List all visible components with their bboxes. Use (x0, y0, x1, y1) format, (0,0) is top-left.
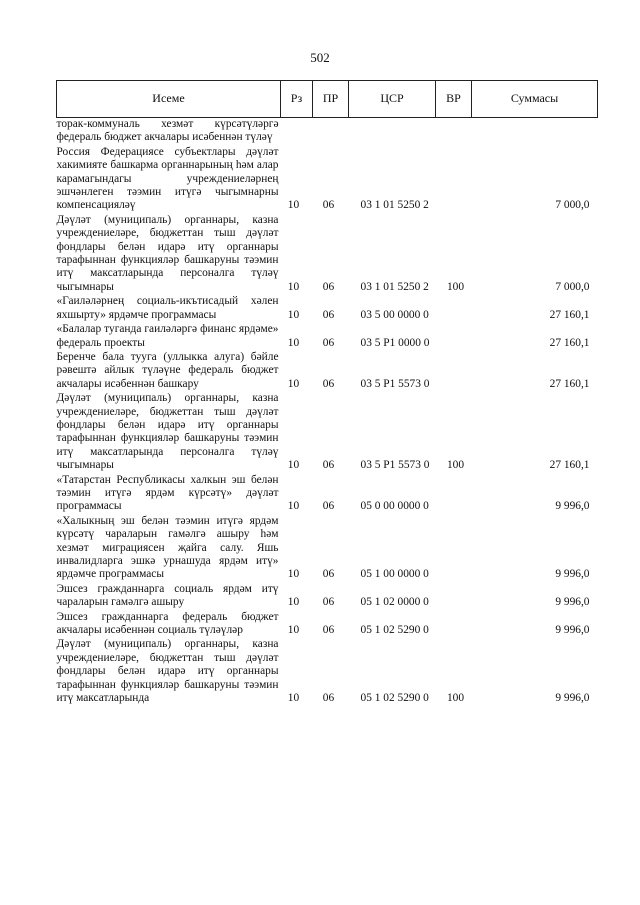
cell-sum: 7 000,0 (555, 199, 590, 212)
cell-csr: 03 5 P1 5573 0 (360, 377, 430, 390)
header-csr: ЦСР (349, 81, 436, 118)
cell-vr: 100 (446, 459, 465, 472)
cell-sum: 9 996,0 (555, 692, 590, 705)
cell-pr: 06 (322, 459, 335, 472)
cell-name: Эшсез гражданнарга федераль бюджет акчалары исәбеннән социаль түләүләр (56, 610, 279, 637)
cell-sum: 9 996,0 (555, 624, 590, 637)
cell-pr: 06 (322, 336, 335, 349)
cell-pr: 06 (322, 500, 335, 513)
table-row (57, 515, 598, 583)
cell-pr: 06 (322, 624, 335, 637)
cell-sum: 27 160,1 (549, 336, 590, 349)
cell-pr: 06 (322, 377, 335, 390)
cell-sum (472, 118, 598, 146)
cell-vr (436, 323, 472, 351)
table-header (57, 81, 598, 118)
cell-csr: 05 1 02 0000 0 (360, 596, 429, 609)
cell-name: «Балалар туганда гаиләләргә финанс ярдәме» федераль проекты (56, 323, 279, 349)
cell-rz: 10 (287, 459, 300, 472)
cell-csr: 03 5 P1 5573 0 (360, 459, 430, 472)
cell-name: Россия Федерациясе субъектлары дәүләт хакимияте башкарма органнарының һәм алар карамагындагы учреждениеләрнең эшчәнлеген тәэмин итүгә чыгымнарны компенсацияләү (56, 145, 279, 212)
cell-name: Эшсез гражданнарга социаль ярдәм итү чараларын гамәлгә ашыру (56, 582, 279, 609)
cell-name: Дәүләт (муниципаль) органнары, казна учреждениеләре, бюджеттан тыш дәүләт фондлары белән идарә итү органнары тарафыннан функцияләр башкаруны тәэмин итү максатларында персоналга түләү чыгымнары (56, 392, 279, 472)
header-pr: ПР (313, 81, 349, 118)
cell-name: «Халыкның эш белән тәэмин итүгә ярдәм күрсәтү чараларын гамәлгә ашыру һәм хезмәт миграциясен җайга салу. Яшь инвалидларга эшкә урнашуда ярдәм итү» ярдәмче программасы (56, 514, 279, 581)
cell-rz: 10 (287, 692, 300, 705)
cell-vr (436, 351, 472, 392)
cell-vr (436, 611, 472, 639)
cell-rz: 10 (287, 377, 300, 390)
cell-name: торак-коммуналь хезмәт күрсәтүләргә федераль бюджет акчалары исәбеннән түләү (56, 118, 279, 144)
cell-vr: 100 (446, 692, 465, 705)
header-name: Исеме (57, 81, 281, 118)
cell-pr: 06 (322, 280, 335, 293)
cell-vr (436, 474, 472, 515)
budget-table (56, 80, 598, 706)
cell-rz (281, 118, 313, 146)
cell-pr: 06 (322, 199, 335, 212)
table-row (57, 611, 598, 639)
table-row (57, 214, 598, 295)
table-row (57, 146, 598, 214)
cell-sum: 27 160,1 (549, 459, 590, 472)
cell-rz: 10 (287, 199, 300, 212)
cell-name: Дәүләт (муниципаль) органнары, казна учреждениеләре, бюджеттан тыш дәүләт фондлары белән идарә итү органнары тарафыннан функцияләр башкаруны тәэмин итү максатларында (56, 638, 279, 705)
cell-sum: 9 996,0 (555, 568, 590, 581)
cell-csr: 05 1 02 5290 0 (360, 692, 429, 705)
page-number: 502 (310, 50, 330, 65)
cell-name: Беренче бала туугa (уллыкка алуга) бәйле рәвештә айлык түләүне федераль бюджет акчалары исәбеннән башкару (56, 350, 279, 390)
cell-vr (436, 146, 472, 214)
cell-rz: 10 (287, 308, 300, 321)
cell-rz: 10 (287, 568, 300, 581)
table-row (57, 638, 598, 706)
table-body (57, 118, 598, 707)
cell-csr: 03 1 01 5250 2 (360, 280, 429, 293)
table-row (57, 351, 598, 392)
cell-name: Дәүләт (муниципаль) органнары, казна учреждениеләре, бюджеттан тыш дәүләт фондлары белән идарә итү органнары тарафыннан функцияләр башкаруны тәэмин итү максатларында персоналга түләү чыгымнары (56, 213, 279, 293)
cell-sum: 27 160,1 (549, 377, 590, 390)
cell-rz: 10 (287, 500, 300, 513)
cell-pr: 06 (322, 568, 335, 581)
header-rz: Рз (281, 81, 313, 118)
cell-csr: 03 1 01 5250 2 (360, 199, 429, 212)
header-vr: ВР (436, 81, 472, 118)
cell-csr (349, 118, 436, 146)
cell-csr: 05 1 00 0000 0 (360, 568, 429, 581)
cell-vr (436, 118, 472, 146)
cell-vr (436, 583, 472, 611)
cell-vr (436, 295, 472, 323)
cell-csr: 05 0 00 0000 0 (360, 500, 429, 513)
table-row (57, 295, 598, 323)
cell-rz: 10 (287, 280, 300, 293)
table-row (57, 583, 598, 611)
header-sum: Суммасы (472, 81, 598, 118)
cell-csr: 05 1 02 5290 0 (360, 624, 429, 637)
cell-pr: 06 (322, 596, 335, 609)
table-row (57, 118, 598, 146)
cell-vr (436, 515, 472, 583)
cell-sum: 27 160,1 (549, 308, 590, 321)
cell-csr: 03 5 P1 0000 0 (360, 336, 430, 349)
table-row (57, 323, 598, 351)
cell-pr: 06 (322, 692, 335, 705)
cell-vr: 100 (446, 280, 465, 293)
cell-pr (313, 118, 349, 146)
cell-rz: 10 (287, 336, 300, 349)
cell-pr: 06 (322, 308, 335, 321)
cell-rz: 10 (287, 624, 300, 637)
cell-sum: 9 996,0 (555, 500, 590, 513)
cell-sum: 9 996,0 (555, 596, 590, 609)
cell-sum: 7 000,0 (555, 280, 590, 293)
cell-csr: 03 5 00 0000 0 (360, 308, 429, 321)
cell-name: «Гаиләләрнең социаль-икътисадый хәлен яхшырту» ярдәмче программасы (56, 295, 279, 321)
cell-name: «Татарстан Республикасы халкын эш белән тәэмин итүгә ярдәм күрсәтү» дәүләт программасы (56, 473, 279, 513)
cell-rz: 10 (287, 596, 300, 609)
table-row (57, 392, 598, 473)
table-row (57, 474, 598, 515)
